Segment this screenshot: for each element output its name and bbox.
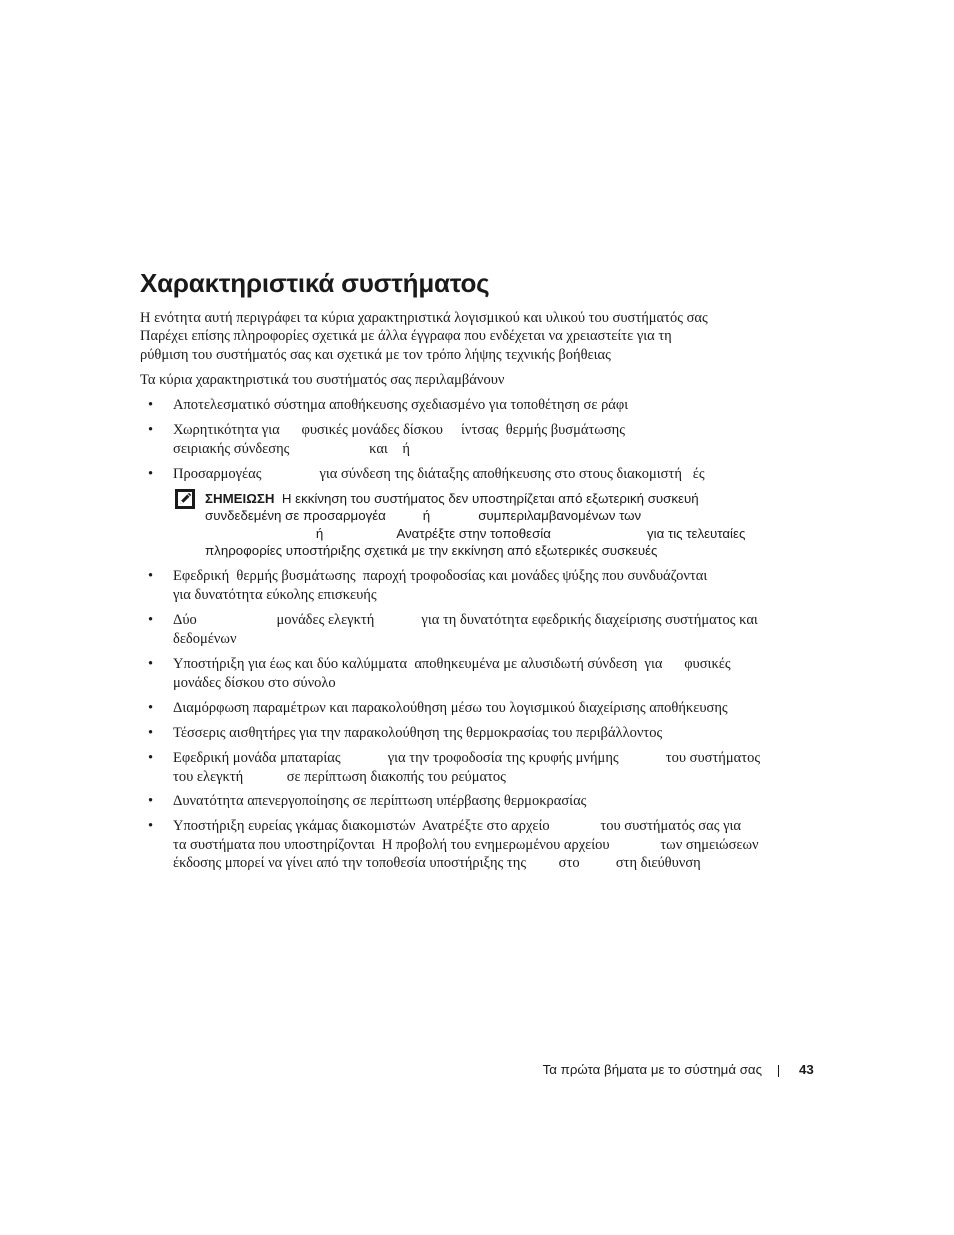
feature-text: Υποστήριξη για έως και δύο καλύμματα αποθηκευμένα με αλυσιδωτή σύνδεση για φυσικές μονάδες δίσκου στο σύνολο — [173, 656, 731, 691]
page-footer — [0, 1061, 954, 1081]
intro-paragraph: Η ενότητα αυτή περιγράφει τα κύρια χαρακτηριστικά λογισμικού και υλικού του συστήματός σας Παρέχει επίσης πληροφορίες σχετικά με άλλα έγγραφα που ενδέχεται να χρειαστείτε για τη ρύθμιση του συστήματός σας και σχετικά με τον τρόπο λήψης τεχνικής βοήθειας — [140, 310, 708, 363]
feature-text: Εφεδρική θερμής βυσμάτωσης παροχή τροφοδοσίας και μονάδες ψύξης που συνδυάζονται για δυνατότητα εύκολης επισκευής — [173, 568, 708, 603]
feature-text: Προσαρμογέας για σύνδεση της διάταξης αποθήκευσης στο στους διακομιστή ές — [173, 466, 705, 482]
feature-text: Υποστήριξη ευρείας γκάμας διακομιστών Ανατρέξτε στο αρχείο του συστήματός σας για τα συστήματα που υποστηρίζονται Η προβολή του ενημερωμένου αρχείου των σημειώσεων έκδοσης μπορεί να γίνει από την τοποθεσία υποστήριξης της στο στη διεύθυνση — [173, 818, 759, 872]
footer-divider — [778, 1065, 779, 1077]
feature-text: Δύο μονάδες ελεγκτή για τη δυνατότητα εφεδρικής διαχείρισης συστήματος και δεδομένων — [173, 612, 758, 647]
feature-text: Διαμόρφωση παραμέτρων και παρακολούθηση μέσω του λογισμικού διαχείρισης αποθήκευσης — [173, 700, 728, 716]
pencil-note-icon — [175, 489, 195, 509]
bullet-icon: • — [148, 612, 154, 628]
bullet-icon: • — [148, 397, 154, 413]
page-number: 43 — [799, 1062, 814, 1077]
note-body: Η εκκίνηση του συστήματος δεν υποστηρίζεται από εξωτερική συσκευή συνδεδεμένη σε προσαρμογέα ή συμπεριλαμβανομένων των ή Ανατρέξτε στην τοποθεσία για τις τελευταίες πληροφορίες υποστήριξης σχετικά με την εκκίνηση από εξωτερικές συσκευές — [205, 491, 746, 558]
note-box — [175, 488, 785, 558]
bullet-icon: • — [148, 793, 154, 809]
feature-text: Αποτελεσματικό σύστημα αποθήκευσης σχεδιασμένο για τοποθέτηση σε ράφι — [173, 397, 629, 413]
features-lead-sentence: Τα κύρια χαρακτηριστικά του συστήματός σας περιλαμβάνουν — [140, 372, 505, 388]
bullet-icon: • — [148, 422, 154, 438]
feature-text: Εφεδρική μονάδα μπαταρίας για την τροφοδοσία της κρυφής μνήμης του συστήματος του ελεγκτή σε περίπτωση διακοπής του ρεύματος — [173, 750, 761, 785]
feature-text: Τέσσερις αισθητήρες για την παρακολούθηση της θερμοκρασίας του περιβάλλοντος — [173, 725, 663, 741]
bullet-icon: • — [148, 656, 154, 672]
feature-text: Δυνατότητα απενεργοποίησης σε περίπτωση υπέρβασης θερμοκρασίας — [173, 793, 587, 809]
page-title: Χαρακτηριστικά συστήματος — [140, 268, 490, 298]
bullet-icon: • — [148, 725, 154, 741]
footer-chapter-title: Τα πρώτα βήματα με το σύστημά σας — [542, 1062, 762, 1077]
bullet-icon: • — [148, 700, 154, 716]
bullet-icon: • — [148, 750, 154, 766]
note-label: ΣΗΜΕΙΩΣΗ — [205, 491, 275, 506]
feature-text: Χωρητικότητα για φυσικές μονάδες δίσκου ίντσας θερμής βυσμάτωσης σειριακής σύνδεσης και ή — [173, 422, 625, 457]
note-text — [205, 490, 745, 559]
bullet-icon: • — [148, 466, 154, 482]
bullet-icon: • — [148, 568, 154, 584]
bullet-icon: • — [148, 818, 154, 834]
